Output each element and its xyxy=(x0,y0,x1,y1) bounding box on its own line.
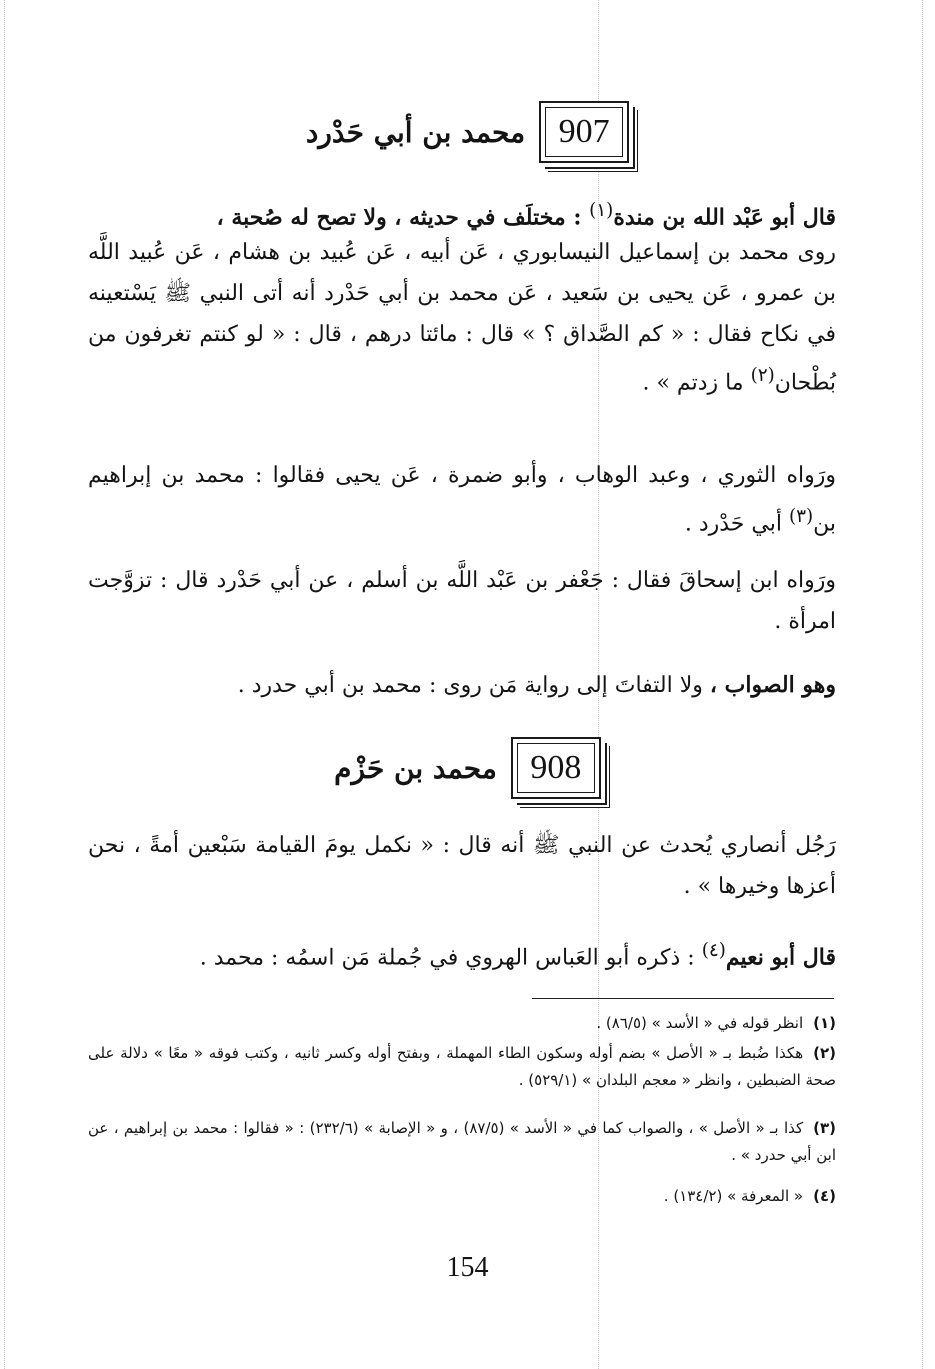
paragraph-text: ورَواه ابن إسحاقَ فقال : جَعْفر بن عَبْد اللَّه بن أسلم ، عن أبي حَدْرد قال : تزوَّجت امرأة . xyxy=(88,568,837,634)
paragraph-bold: وهو الصواب ، xyxy=(709,672,836,698)
footnote-marker: (١) xyxy=(813,1014,836,1032)
footnote-marker: (٢) xyxy=(813,1044,836,1062)
page-number: 154 xyxy=(446,1252,489,1283)
scan-dotted-line xyxy=(4,0,5,1369)
footnote-ref: (٣) xyxy=(788,506,814,527)
entry-number: 908 xyxy=(530,749,582,786)
entry-number: 907 xyxy=(558,113,610,150)
entry-number-box xyxy=(511,737,601,799)
footnote-ref: (٤) xyxy=(701,940,726,961)
entry-paragraph xyxy=(88,560,836,642)
entry-paragraph xyxy=(88,825,836,907)
footnote-ref: (١) xyxy=(589,200,614,221)
paragraph-bold: قال أبو نعيم xyxy=(725,944,836,971)
entry-paragraph xyxy=(88,930,836,978)
intro-bold: قال أبو عَبْد الله بن مندة xyxy=(613,204,836,231)
entry-paragraph xyxy=(88,232,836,403)
footnote-divider xyxy=(532,998,834,999)
footnote-text: كذا بـ « الأصل » ، والصواب كما في « الأسد » (٨٧/٥) ، و « الإصابة » (٢٣٢/٦) : « فقالوا : محمد بن إبراهيم ، عن ابن أبي حدرد » . xyxy=(88,1119,836,1164)
paragraph-text: : ذكره أبو العَباس الهروي في جُملة مَن اسمُه : محمد . xyxy=(199,945,702,971)
paragraph-text: ما زدتم » . xyxy=(642,370,751,396)
footnote-ref: (٢) xyxy=(750,365,775,386)
footnote xyxy=(88,1010,836,1037)
scan-dotted-line xyxy=(922,0,923,1369)
intro-rest: : مختلَف في حديثه ، ولا تصح له صُحبة ، xyxy=(216,204,590,231)
entry-number-box xyxy=(539,101,629,163)
paragraph-text: رَجُل أنصاري يُحدث عن النبي ﷺ أنه قال : « نكمل يومَ القيامة سَبْعين أمةً ، نحن أعزها وخيرها » . xyxy=(88,833,836,899)
entry-name: محمد بن حَزْم xyxy=(334,751,497,785)
footnote xyxy=(88,1115,836,1169)
footnote xyxy=(88,1040,836,1094)
entry-name: محمد بن أبي حَدْرد xyxy=(305,115,526,149)
paragraph-text: ولا التفاتَ إلى رواية مَن روى : محمد بن أبي حدرد . xyxy=(237,673,710,698)
entry-paragraph xyxy=(88,455,836,544)
footnote-text: هكذا ضُبط بـ « الأصل » بضم أوله وسكون الطاء المهملة ، وبفتح أوله وكسر ثانيه ، وكتب فوقه « معًا » دلالة على صحة الضبطين ، وانظر « معجم البلدان » (٥٢٩/١) . xyxy=(88,1044,836,1089)
entry-heading-907 xyxy=(0,95,935,169)
footnote-marker: (٣) xyxy=(813,1119,836,1137)
footnote-marker: (٤) xyxy=(813,1187,836,1205)
entry-paragraph xyxy=(88,665,836,706)
paragraph-text: أبي حَدْرد . xyxy=(684,511,789,537)
footnote xyxy=(88,1183,836,1210)
paragraph-text: ورَواه الثوري ، وعبد الوهاب ، وأبو ضمرة ، عَن يحيى فقالوا : محمد بن إبراهيم بن xyxy=(88,463,836,537)
entry-heading-908 xyxy=(0,731,935,805)
paragraph-text: روى محمد بن إسماعيل النيسابوري ، عَن أبيه ، عَن عُبيد بن هشام ، عَن عُبيد اللَّه بن عمرو ، عَن يحيى بن سَعيد ، عَن محمد بن أبي حَدْرد أنه أتى النبي ﷺ يَسْتعينه في نكاح فقال : « كم الصَّداق ؟ » قال : مائتا درهم ، قال : « لو كنتم تغرفون من بُطْحان xyxy=(88,240,836,396)
footnote-text: « المعرفة » (١٣٤/٢) . xyxy=(663,1187,804,1205)
footnote-text: انظر قوله في « الأسد » (٨٦/٥) . xyxy=(596,1014,804,1032)
